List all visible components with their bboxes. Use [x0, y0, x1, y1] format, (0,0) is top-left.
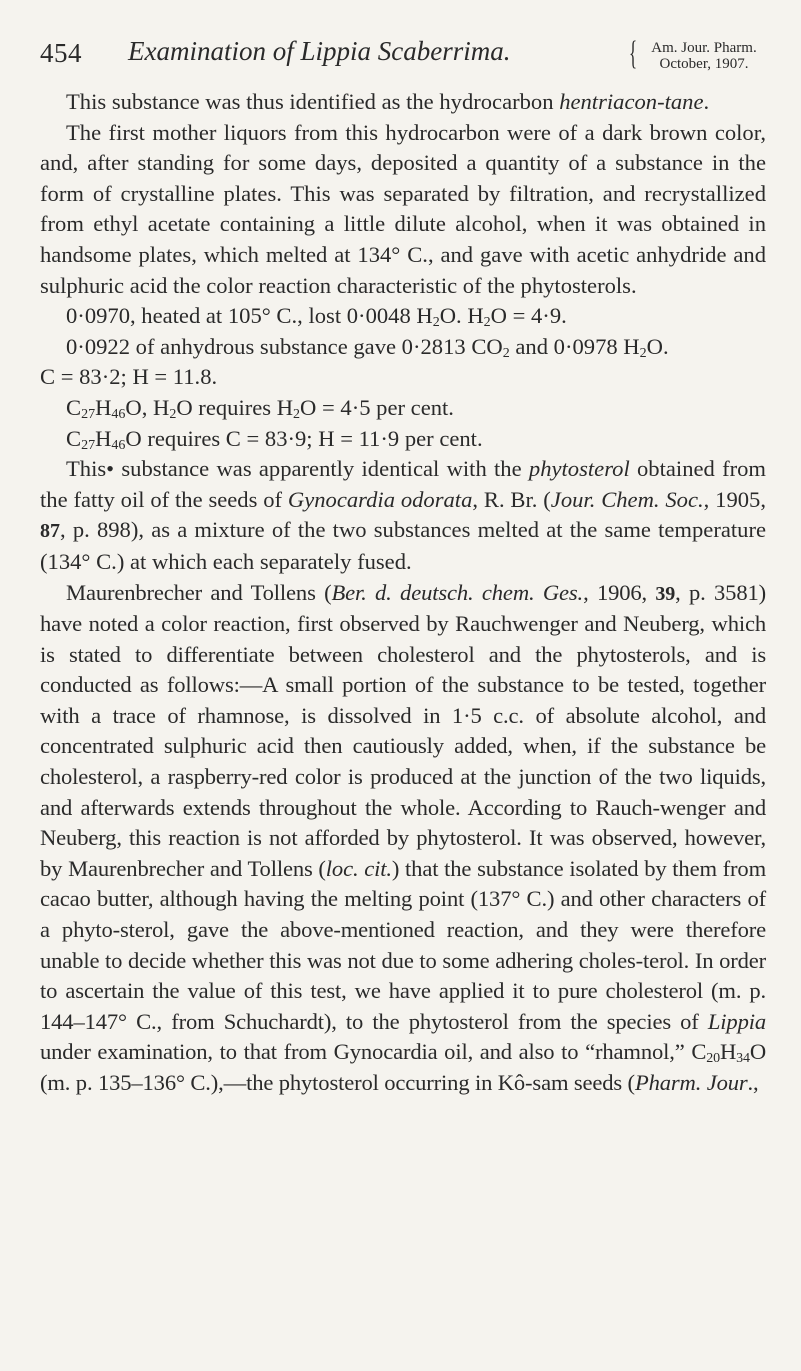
running-header — [40, 14, 779, 72]
text-run: 0·0970, heated at 105° C., lost 0·0048 H — [66, 303, 433, 329]
subscript: 2 — [483, 315, 491, 331]
citation-volume: 39 — [655, 582, 676, 605]
brace-glyph: { — [629, 35, 638, 72]
text-run: C — [66, 425, 82, 451]
text-run: obtained from the fatty oil of the seeds of — [40, 456, 767, 512]
text-run: 0·0922 of anhydrous substance gave 0·2813 CO — [66, 333, 503, 359]
text-run: Maurenbrecher and Tollens ( — [66, 579, 332, 605]
text-run: under examination, to that from Gynocardia oil, and also to “rhamnol,” C — [40, 1039, 707, 1065]
analysis-combustion — [40, 332, 766, 363]
paragraph-hentriacontane — [40, 87, 766, 118]
text-run: , R. Br. ( — [472, 486, 551, 512]
journal-name: Am. Jour. Pharm. — [651, 40, 757, 56]
text-run: , 1905, — [703, 486, 766, 512]
text-run: H — [95, 425, 112, 451]
paragraph-color-reaction — [40, 578, 766, 1099]
analysis-required-water — [40, 393, 766, 424]
subscript: 34 — [736, 1051, 750, 1067]
journal-reference — [629, 35, 779, 80]
text-run: O. H — [439, 303, 484, 329]
subscript: 2 — [293, 406, 301, 422]
subscript: 20 — [706, 1051, 720, 1067]
text-run: H — [95, 394, 112, 420]
text-run: O. — [646, 333, 669, 359]
subscript: 2 — [639, 345, 647, 361]
text-run: H — [719, 1039, 737, 1065]
text-run: C — [66, 394, 82, 420]
text-run: . — [703, 89, 710, 114]
analysis-found: C = 83·2; H = 11.8. — [40, 364, 218, 390]
journal-date: October, 1907. — [659, 56, 749, 72]
page-number: 454 — [40, 38, 82, 68]
subscript: 27 — [81, 406, 96, 422]
text-run: O = 4·5 per cent. — [300, 394, 454, 420]
citation-journal: Jour. Chem. Soc. — [550, 486, 704, 512]
italic-text: phytosterol — [528, 456, 630, 482]
analysis-water-loss — [40, 301, 766, 332]
text-run: , p. 3581) have noted a color reaction, first observed by Rauchwenger and Neuberg, which is stated to differentiate between cholesterol and the phytosterols, and is conducted as follows:—A small portion of the substance to be tested, together with a trace of rhamnose, is dissolved in 1·5 c.c. of absolute alcohol, and concentrated sulphuric acid then cautiously added, when, if the substance be cholesterol, a raspberry-red color is produced at the junction of the two liquids, and afterwards extends throughout the whole. According to Rauch-wenger and Neuberg, this reaction is not afforded by phytosterol. It was observed, however, by Maurenbrecher and Tollens ( — [40, 579, 766, 881]
compound-name: hentriacon-tane — [559, 89, 704, 114]
subscript: 46 — [111, 437, 126, 453]
subscript: 2 — [432, 315, 440, 331]
text-run: ., — [747, 1070, 759, 1095]
subscript: 2 — [169, 406, 177, 422]
text-run: O = 4·9. — [490, 303, 567, 329]
citation-journal: Ber. d. deutsch. chem. Ges. — [331, 579, 584, 605]
text-run: O requires H — [176, 394, 294, 420]
text-run: ) that the substance isolated by them from cacao butter, although having the melting point (137° C.) and other characters of a phyto-sterol, gave the above-mentioned reaction, and they were therefore unable to decide whether this was not due to some adhering choles-terol. In order to ascertain the value of this test, we have applied it to pure cholesterol (m. p. 144–147° C., from Schuchardt), to the phytosterol from the species of — [40, 855, 766, 1034]
text-run: , 1906, — [583, 579, 656, 605]
text-run: This substance was thus identified as the hydrocarbon — [66, 89, 560, 114]
article-body — [40, 87, 766, 1099]
italic-text: loc. cit. — [325, 855, 392, 881]
text-run: This• substance was apparently identical with the — [66, 456, 529, 482]
paragraph-mother-liquors: The first mother liquors from this hydrocarbon were of a dark brown color, and, after standing for some days, deposited a quantity of a substance in the form of crystalline plates. This was separated by filtration, and recrystallized from ethyl acetate containing a little dilute alcohol, when it was obtained in handsome plates, which melted at 134° C., and gave with acetic anhydride and sulphuric acid the color reaction characteristic of the phytosterols. — [40, 119, 766, 298]
paragraph-phytosterol-identity — [40, 454, 766, 577]
italic-text: Gynocardia odorata — [287, 486, 473, 512]
text-run: O, H — [125, 394, 170, 420]
citation-volume: 87 — [40, 520, 60, 543]
italic-text: Lippia — [707, 1008, 766, 1034]
text-run: O (m. p. 135–136° C.),—the phytosterol occurring in Kô-sam seeds ( — [40, 1039, 766, 1095]
analysis-required-carbon — [40, 424, 766, 455]
text-run: and 0·0978 H — [509, 333, 640, 359]
subscript: 2 — [502, 345, 510, 361]
citation-journal: Pharm. Jour — [634, 1070, 748, 1095]
subscript: 27 — [81, 437, 96, 453]
subscript: 46 — [111, 406, 126, 422]
text-run: , p. 898), as a mixture of the two substances melted at the same temperature (134° C.) at which each separately fused. — [40, 517, 766, 574]
text-run: O requires C = 83·9; H = 11·9 per cent. — [125, 425, 483, 451]
running-title: Examination of Lippia Scaberrima. — [128, 36, 511, 66]
